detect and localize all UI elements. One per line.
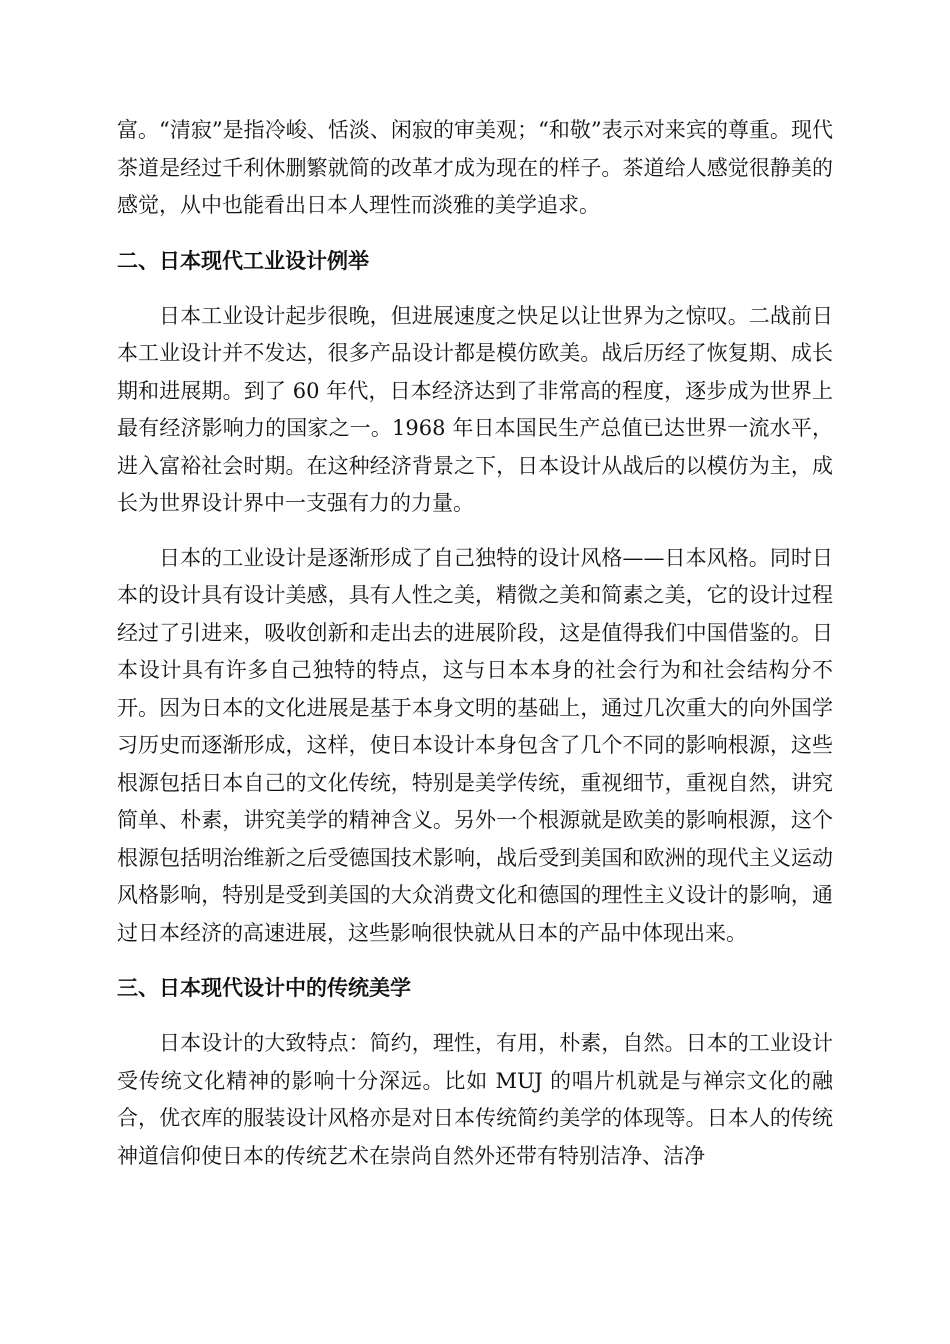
section2-paragraph-2: 日本的工业设计是逐渐形成了自己独特的设计风格——日本风格。同时日本的设计具有设计美感，具有人性之美，精微之美和简素之美，它的设计过程经过了引进来，吸收创新和走出去的进展阶段，这是值得我们中国借鉴的。日本设计具有许多自己独特的特点，这与日本本身的社会行为和社会结构分不开。因为日本的文化进展是基于本身文明的基础上，通过几次重大的向外国学习历史而逐渐形成，这样，使日本设计本身包含了几个不同的影响根源，这些根源包括日本自己的文化传统，特别是美学传统，重视细节，重视自然，讲究简单、朴素，讲究美学的精神含义。另外一个根源就是欧美的影响根源，这个根源包括明治维新之后受德国技术影响，战后受到美国和欧洲的现代主义运动风格影响，特别是受到美国的大众消费文化和德国的理性主义设计的影响，通过日本经济的高速进展，这些影响很快就从日本的产品中体现出来。 (117, 545, 833, 945)
paragraph-continued: 富。“清寂”是指冷峻、恬淡、闲寂的审美观；“和敬”表示对来宾的尊重。现代茶道是经过千利休删繁就简的改革才成为现在的样子。茶道给人感觉很静美的感觉，从中也能看出日本人理性而淡雅的美学追求。 (117, 118, 833, 217)
section3-paragraph-1: 日本设计的大致特点：简约，理性，有用，朴素，自然。日本的工业设计受传统文化精神的影响十分深远。比如 MUJ 的唱片机就是与禅宗文化的融合，优衣库的服装设计风格亦是对日本传统简约美学的体现等。日本人的传统神道信仰使日本的传统艺术在崇尚自然外还带有特别洁净、洁净 (117, 1031, 833, 1168)
section2-paragraph-1: 日本工业设计起步很晚，但进展速度之快足以让世界为之惊叹。二战前日本工业设计并不发达，很多产品设计都是模仿欧美。战后历经了恢复期、成长期和进展期。到了 60 年代，日本经济达到了非常高的程度，逐步成为世界上最有经济影响力的国家之一。1968 年日本国民生产总值已达世界一流水平，进入富裕社会时期。在这种经济背景之下，日本设计从战后的以模仿为主，成长为世界设计界中一支强有力的力量。 (117, 303, 833, 515)
document-page (117, 112, 833, 1175)
section-heading-2: 二、日本现代工业设计例举 (117, 248, 369, 273)
section-heading-3: 三、日本现代设计中的传统美学 (117, 976, 411, 1000)
